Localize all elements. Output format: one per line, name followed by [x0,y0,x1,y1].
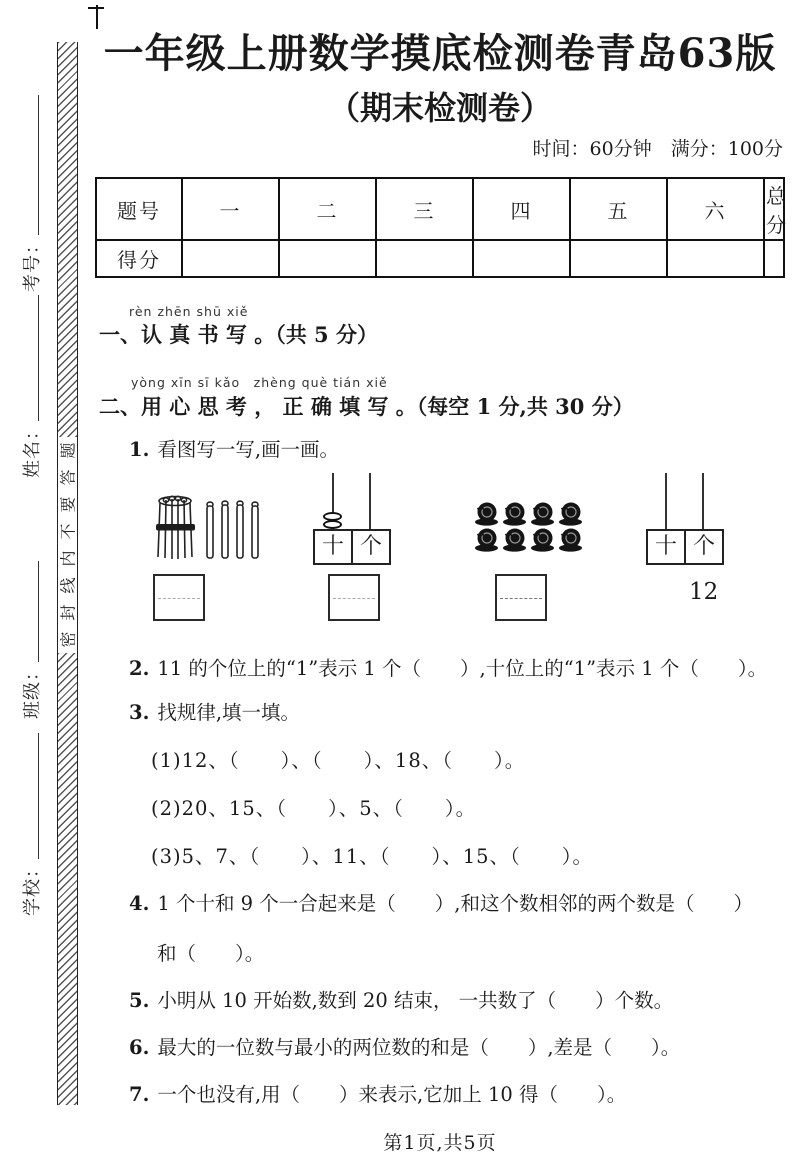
question-7 [129,1082,785,1108]
place-value-box [313,529,391,565]
exam-page [95,0,788,1155]
question-4 [129,891,785,917]
school-field [16,733,44,916]
question-2-text: 11 的个位上的“1”表示 1 个（ ）,十位上的“1”表示 1 个（ ）。 [157,657,768,680]
question-4-continuation: 和（ ）。 [157,942,265,965]
snail-icon [501,527,528,553]
question-3-sub-1: (1)12、（ ）、（ ）、18、（ ）。 [151,749,526,772]
answer-box [495,574,547,621]
student-name-field [16,295,44,478]
question-5-text: 小明从 10 开始数,数到 20 结束， 一共数了（ ）个数。 [157,989,674,1012]
score-header-cell: 总分 [764,178,784,240]
question-6-text: 最大的一位数与最小的两位数的和是（ ）,差是（ ）。 [157,1036,681,1059]
ones-cell: 个 [686,529,724,565]
seal-hatching-bottom [58,653,77,1105]
score-header-cell: 题号 [96,178,182,240]
answer-box-dashed-line [500,598,542,599]
score-table [95,177,788,278]
score-header-cell: 二 [279,178,376,240]
question-3-text: 找规律,填一填。 [157,701,301,724]
place-value-counter-with-beads [313,473,391,565]
snail-icon [557,527,584,553]
snails-group-image [473,501,585,553]
question-3-number: 3. [129,701,150,724]
seal-hatching-top [58,42,77,437]
question-4-text: 1 个十和 9 个一合起来是（ ）,和这个数相邻的两个数是（ ） [157,892,753,915]
score-header-cell: 一 [182,178,279,240]
snail-icon [557,501,584,527]
score-header-cell: 五 [570,178,667,240]
question-1-figure [95,471,785,639]
answer-box [328,574,380,621]
snail-icon [473,501,500,527]
seal-char: 不 [58,523,77,540]
question-6 [129,1035,785,1061]
score-cell-empty [182,240,279,277]
seal-char: 题 [58,442,77,459]
tens-cell: 十 [313,529,353,565]
question-3-sub-3: (3)5、7、（ ）、11、（ ）、15、（ ）。 [151,845,594,868]
school-label: 学校： [22,859,43,916]
question-4-number: 4. [129,892,150,915]
tens-rod [665,473,667,530]
answer-box-dashed-line [333,598,375,599]
counting-sticks-image [147,491,269,567]
score-header-cell: 六 [667,178,764,240]
score-cell-empty [764,240,784,277]
question-3 [129,700,785,726]
question-3-sub-2: (2)20、15、（ ）、5、（ ）。 [151,797,477,820]
question-1-number: 1. [129,438,150,461]
question-1 [129,437,785,463]
question-2 [129,656,785,682]
seal-char: 内 [58,550,77,567]
score-cell-empty [667,240,764,277]
place-value-box [646,529,724,565]
score-cell-empty [473,240,570,277]
seal-char: 密 [58,631,77,648]
score-cell-empty [570,240,667,277]
score-table-score-row [96,240,784,277]
snail-icon [529,501,556,527]
snail-icon [473,527,500,553]
snail-icon [501,501,528,527]
ones-cell: 个 [353,529,391,565]
class-label: 班级： [22,662,43,719]
given-answer-12: 12 [689,579,719,605]
answer-box-dashed-line [158,598,200,599]
question-5 [129,988,785,1014]
class-blank-line [38,561,39,662]
seal-char: 要 [58,496,77,513]
student-name-label: 姓名： [22,421,43,478]
seal-line-text [58,437,77,653]
seal-char: 封 [58,604,77,621]
counter-bead [323,520,342,529]
exam-number-field [16,95,44,292]
ones-rod [369,473,371,530]
class-field [16,561,44,719]
question-5-number: 5. [129,989,150,1012]
seal-line-band [57,42,78,1105]
score-row-label: 得分 [96,240,182,277]
answer-box [153,574,205,621]
tens-cell: 十 [646,529,686,565]
seal-char: 答 [58,469,77,486]
snail-icon [529,527,556,553]
question-1-text: 看图写一写,画一画。 [157,438,340,461]
ones-rod [702,473,704,530]
student-name-blank-line [38,295,39,421]
place-value-counter-empty [646,473,724,565]
question-6-number: 6. [129,1036,150,1059]
question-7-text: 一个也没有,用（ ）来表示,它加上 10 得（ ）。 [157,1083,627,1106]
time-and-score-info: 时间：60分钟 满分：100分 [532,138,783,160]
seal-char: 线 [58,577,77,594]
question-2-number: 2. [129,657,150,680]
page-number: 第1页,共5页 [383,1132,497,1154]
section1-title: 一、认 真 书 写 。（共 5 分） [99,322,378,347]
section1-pinyin: rèn zhēn shū xiě [129,304,249,319]
exam-title: 一年级上册数学摸底检测卷青岛63版 [103,30,777,77]
score-header-cell: 三 [376,178,473,240]
school-blank-line [38,733,39,859]
exam-subtitle: （期末检测卷） [327,89,552,127]
score-cell-empty [279,240,376,277]
section2-pinyin: yòng xīn sī kǎo zhèng què tián xiě [131,375,388,390]
exam-number-blank-line [38,95,39,235]
exam-number-label: 考号： [22,235,43,292]
section2-title: 二、用 心 思 考 ， 正 确 填 写 。（每空 1 分,共 30 分） [99,394,634,419]
score-header-cell: 四 [473,178,570,240]
score-table-header-row [96,178,784,240]
score-cell-empty [376,240,473,277]
question-7-number: 7. [129,1083,150,1106]
